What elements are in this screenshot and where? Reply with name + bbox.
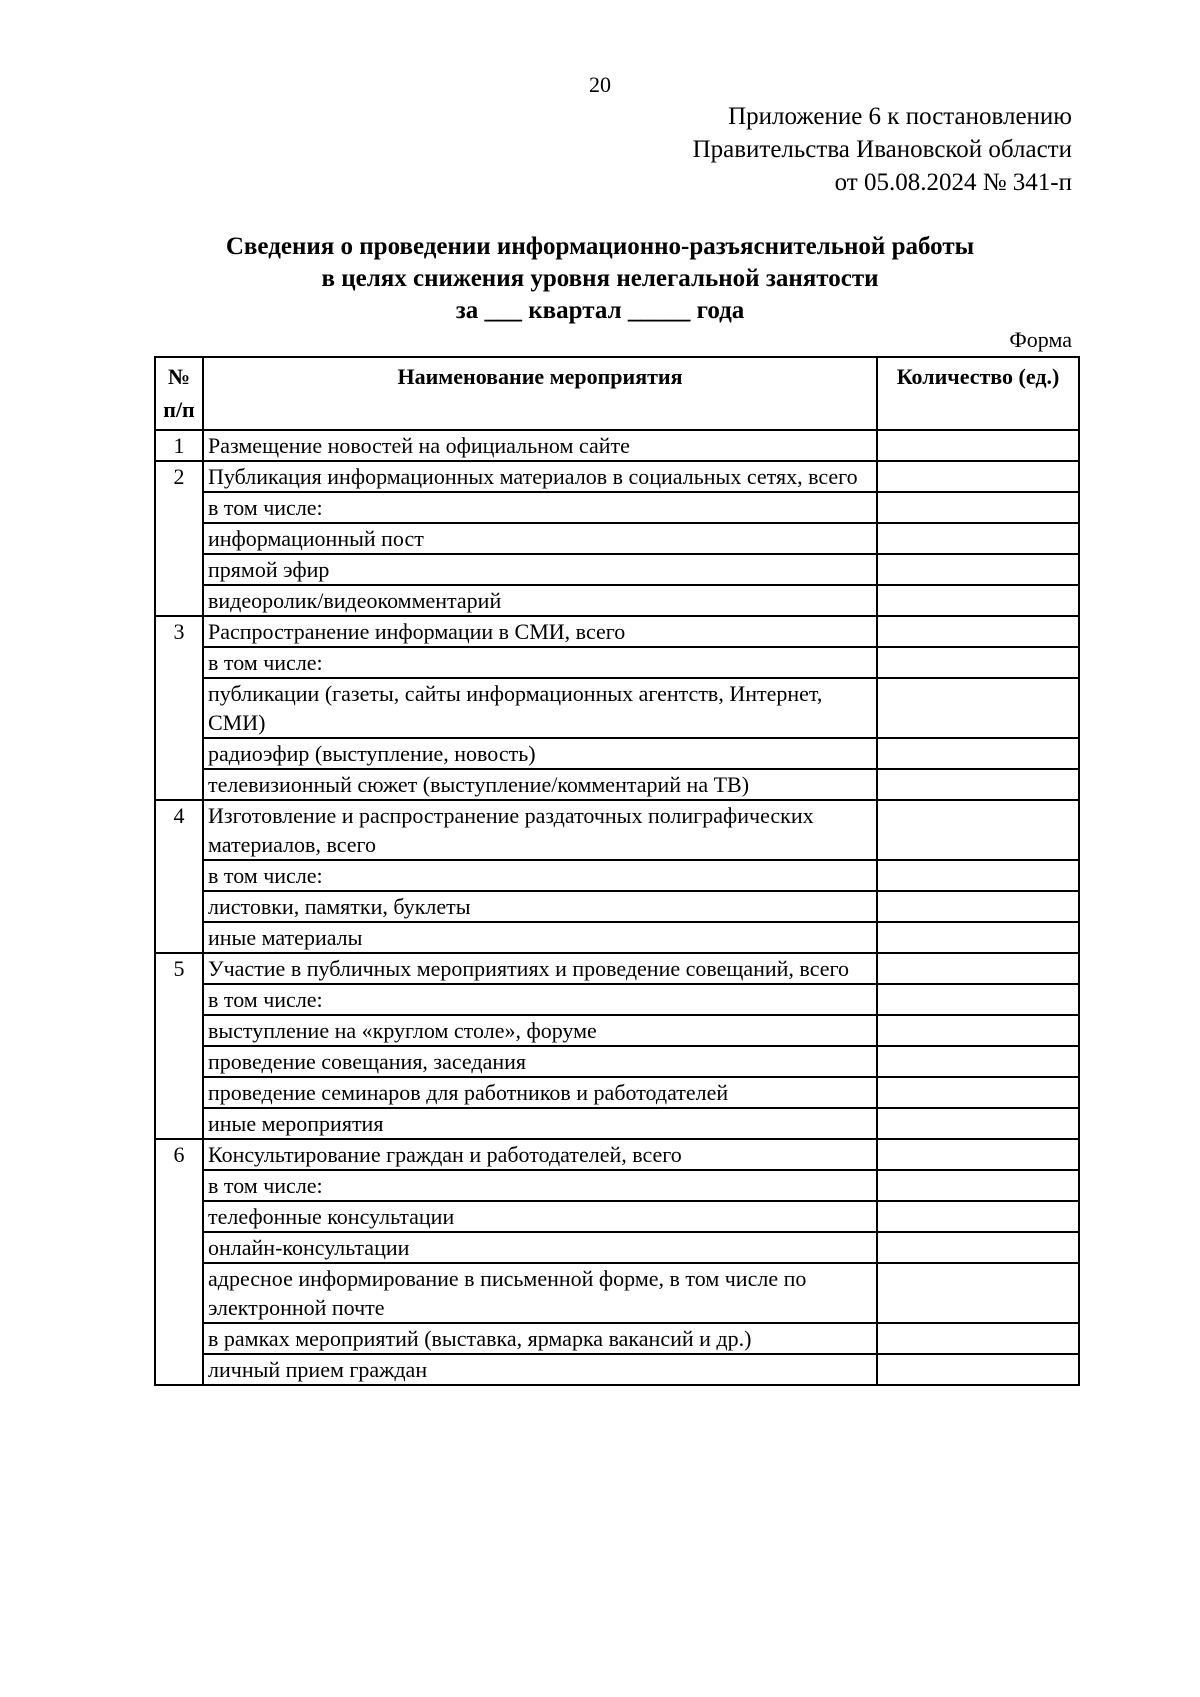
table-header-row	[155, 357, 1079, 430]
activity-name: телевизионный сюжет (выступление/комментарий на ТВ)	[203, 769, 877, 800]
row-number	[155, 1046, 203, 1077]
activity-name: в том числе:	[203, 647, 877, 678]
activity-name: в том числе:	[203, 492, 877, 523]
activity-name: радиоэфир (выступление, новость)	[203, 738, 877, 769]
quantity-cell[interactable]	[877, 647, 1079, 678]
activity-name: информационный пост	[203, 523, 877, 554]
appendix-line: от 05.08.2024 № 341-п	[834, 169, 1072, 196]
quantity-cell[interactable]	[877, 616, 1079, 647]
quantity-cell[interactable]	[877, 1232, 1079, 1263]
activity-name: онлайн-консультации	[203, 1232, 877, 1263]
quantity-cell[interactable]	[877, 430, 1079, 461]
quantity-cell[interactable]	[877, 1323, 1079, 1354]
activity-name: телефонные консультации	[203, 1201, 877, 1232]
table-row	[155, 1139, 1079, 1170]
table-row	[155, 1323, 1079, 1354]
row-number	[155, 922, 203, 953]
activity-name: листовки, памятки, буклеты	[203, 891, 877, 922]
activity-name: Распространение информации в СМИ, всего	[203, 616, 877, 647]
appendix-line: Правительства Ивановской области	[692, 136, 1072, 163]
quantity-cell[interactable]	[877, 1201, 1079, 1232]
table-row	[155, 800, 1079, 860]
quantity-cell[interactable]	[877, 1108, 1079, 1139]
table-row	[155, 860, 1079, 891]
row-number: 5	[155, 953, 203, 984]
row-number	[155, 678, 203, 738]
row-number	[155, 738, 203, 769]
table-row	[155, 678, 1079, 738]
table-row	[155, 769, 1079, 800]
row-number	[155, 492, 203, 523]
table-row	[155, 738, 1079, 769]
table-row	[155, 922, 1079, 953]
activity-name: Публикация информационных материалов в социальных сетях, всего	[203, 461, 877, 492]
row-number	[155, 647, 203, 678]
quantity-cell[interactable]	[877, 554, 1079, 585]
row-number	[155, 891, 203, 922]
activity-name: прямой эфир	[203, 554, 877, 585]
header-num: № п/п	[155, 357, 203, 430]
quantity-cell[interactable]	[877, 891, 1079, 922]
row-number: 1	[155, 430, 203, 461]
quantity-cell[interactable]	[877, 769, 1079, 800]
quantity-cell[interactable]	[877, 678, 1079, 738]
table-row	[155, 1201, 1079, 1232]
row-number	[155, 1354, 203, 1385]
quantity-cell[interactable]	[877, 738, 1079, 769]
activity-name: иные материалы	[203, 922, 877, 953]
appendix-line: Приложение 6 к постановлению	[728, 103, 1072, 130]
activity-name: личный прием граждан	[203, 1354, 877, 1385]
activity-name: в том числе:	[203, 1170, 877, 1201]
activity-name: в том числе:	[203, 860, 877, 891]
quantity-cell[interactable]	[877, 800, 1079, 860]
table-row	[155, 523, 1079, 554]
quantity-cell[interactable]	[877, 1046, 1079, 1077]
title-line: за ___ квартал _____ года	[455, 297, 745, 324]
table-row	[155, 430, 1079, 461]
quantity-cell[interactable]	[877, 1354, 1079, 1385]
row-number	[155, 1232, 203, 1263]
quantity-cell[interactable]	[877, 953, 1079, 984]
form-label: Форма	[1009, 327, 1072, 352]
table-row	[155, 984, 1079, 1015]
activity-name: адресное информирование в письменной форме, в том числе по электронной почте	[203, 1263, 877, 1323]
activity-name: видеоролик/видеокомментарий	[203, 585, 877, 616]
quantity-cell[interactable]	[877, 984, 1079, 1015]
row-number	[155, 769, 203, 800]
table-row	[155, 647, 1079, 678]
activity-name: проведение совещания, заседания	[203, 1046, 877, 1077]
row-number	[155, 1170, 203, 1201]
row-number: 2	[155, 461, 203, 492]
table-row	[155, 554, 1079, 585]
quantity-cell[interactable]	[877, 523, 1079, 554]
activity-name: Участие в публичных мероприятиях и проведение совещаний, всего	[203, 953, 877, 984]
table-row	[155, 891, 1079, 922]
activity-name: Размещение новостей на официальном сайте	[203, 430, 877, 461]
table-row	[155, 585, 1079, 616]
row-number	[155, 1263, 203, 1323]
activity-name: иные мероприятия	[203, 1108, 877, 1139]
row-number	[155, 1015, 203, 1046]
quantity-cell[interactable]	[877, 1015, 1079, 1046]
activity-name: в рамках мероприятий (выставка, ярмарка вакансий и др.)	[203, 1323, 877, 1354]
row-number	[155, 585, 203, 616]
quantity-cell[interactable]	[877, 461, 1079, 492]
row-number	[155, 860, 203, 891]
quantity-cell[interactable]	[877, 1170, 1079, 1201]
row-number: 4	[155, 800, 203, 860]
activity-name: проведение семинаров для работников и работодателей	[203, 1077, 877, 1108]
quantity-cell[interactable]	[877, 1077, 1079, 1108]
header-name: Наименование мероприятия	[203, 357, 877, 430]
table-row	[155, 1263, 1079, 1323]
row-number	[155, 554, 203, 585]
table-row	[155, 1046, 1079, 1077]
quantity-cell[interactable]	[877, 492, 1079, 523]
title-line: Сведения о проведении информационно-разъяснительной работы	[225, 233, 975, 260]
quantity-cell[interactable]	[877, 860, 1079, 891]
row-number: 3	[155, 616, 203, 647]
report-table	[154, 356, 1080, 1386]
table-row	[155, 461, 1079, 492]
table-row	[155, 1354, 1079, 1385]
row-number: 6	[155, 1139, 203, 1170]
table-body	[155, 430, 1079, 1385]
row-number	[155, 1108, 203, 1139]
activity-name: в том числе:	[203, 984, 877, 1015]
activity-name: Консультирование граждан и работодателей, всего	[203, 1139, 877, 1170]
row-number	[155, 984, 203, 1015]
quantity-cell[interactable]	[877, 1263, 1079, 1323]
activity-name: публикации (газеты, сайты информационных агентств, Интернет, СМИ)	[203, 678, 877, 738]
activity-name: Изготовление и распространение раздаточных полиграфических материалов, всего	[203, 800, 877, 860]
header-qty: Количество (ед.)	[877, 357, 1079, 430]
appendix-reference	[693, 100, 1072, 199]
table-row	[155, 1170, 1079, 1201]
row-number	[155, 1323, 203, 1354]
table-row	[155, 1108, 1079, 1139]
table-row	[155, 616, 1079, 647]
table-row	[155, 492, 1079, 523]
row-number	[155, 1077, 203, 1108]
table-row	[155, 953, 1079, 984]
table-row	[155, 1232, 1079, 1263]
title-line: в целях снижения уровня нелегальной занятости	[321, 265, 879, 292]
row-number	[155, 523, 203, 554]
quantity-cell[interactable]	[877, 922, 1079, 953]
table-row	[155, 1015, 1079, 1046]
document-title	[0, 231, 1200, 327]
quantity-cell[interactable]	[877, 585, 1079, 616]
row-number	[155, 1201, 203, 1232]
activity-name: выступление на «круглом столе», форуме	[203, 1015, 877, 1046]
table-row	[155, 1077, 1079, 1108]
page-number: 20	[589, 72, 611, 97]
quantity-cell[interactable]	[877, 1139, 1079, 1170]
